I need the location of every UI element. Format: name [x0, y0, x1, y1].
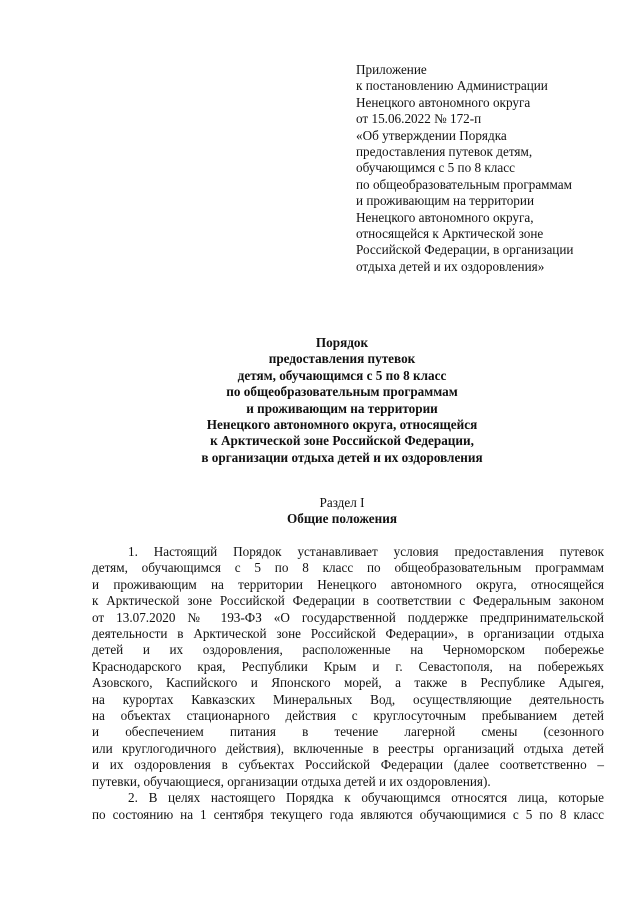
body-line: детям, обучающимся с 5 по 8 класс по общеобразовательным программам: [92, 560, 604, 576]
body-line: деятельности в Арктической зоне Российской Федерации», в организации отдыха: [92, 626, 604, 642]
section-number: Раздел I: [319, 495, 365, 510]
body-line: на объектах стационарного действия с круглосуточным пребыванием детей: [92, 708, 604, 724]
annex-line: Ненецкого автономного округа,: [356, 209, 534, 225]
annex-block: [356, 62, 606, 275]
body-line: детей и их оздоровления, расположенные на Черноморском побережье: [92, 642, 604, 658]
title-line: к Арктической зоне Российской Федерации,: [210, 433, 474, 449]
annex-line: относящейся к Арктической зоне: [356, 226, 544, 242]
body-text: [92, 544, 604, 823]
annex-line: Ненецкого автономного округа: [356, 94, 531, 110]
title-line: в организации отдыха детей и их оздоровления: [201, 449, 483, 465]
body-line: путевки, обучающиеся, организации отдыха детей и их оздоровления).: [92, 773, 491, 789]
annex-line: Приложение: [356, 62, 427, 77]
annex-line: Российской Федерации, в организации: [356, 242, 574, 258]
annex-line: к постановлению Администрации: [356, 78, 548, 94]
body-line: и их оздоровления в субъектах Российской Федерации (далее соответственно –: [92, 757, 604, 773]
section-heading: [80, 495, 604, 528]
body-line: Азовского, Каспийского и Японского морей, а также в Республике Адыгея,: [92, 675, 604, 691]
annex-line: от 15.06.2022 № 172-п: [356, 111, 482, 127]
body-line: 2. В целях настоящего Порядка к обучающимся относятся лица, которые: [128, 790, 604, 806]
title-line: по общеобразовательным программам: [226, 384, 458, 400]
annex-line: отдыха детей и их оздоровления»: [356, 258, 545, 274]
body-line: и проживающим на территории Ненецкого автономного округа, относящейся: [92, 576, 604, 592]
annex-line: обучающимся с 5 по 8 класс: [356, 160, 515, 176]
title-line: детям, обучающимся с 5 по 8 класс: [237, 367, 447, 383]
annex-line: «Об утверждении Порядка: [356, 127, 507, 143]
title-line: Порядок: [315, 335, 369, 350]
section-name: Общие положения: [287, 511, 397, 527]
body-line: и обеспечением питания в течение лагерной смены (сезонного: [92, 724, 604, 740]
body-line: Краснодарского края, Республики Крым и г. Севастополя, на побережьях: [92, 658, 604, 674]
annex-line: и проживающим на территории: [356, 193, 535, 209]
body-line: 1. Настоящий Порядок устанавливает условия предоставления путевок: [128, 544, 604, 559]
body-line: от 13.07.2020 № 193-ФЗ «О государственной поддержке предпринимательской: [92, 609, 604, 625]
body-line: или круглогодичного действия), включенные в реестры организаций отдыха детей: [92, 740, 604, 756]
title-line: предоставления путевок: [268, 351, 416, 367]
annex-line: предоставления путевок детям,: [356, 144, 533, 160]
title-line: Ненецкого автономного округа, относящейся: [206, 417, 478, 433]
title-line: и проживающим на территории: [246, 400, 438, 416]
body-line: по состоянию на 1 сентября текущего года являются обучающимися с 5 по 8 класс: [92, 806, 604, 822]
document-title: [80, 335, 604, 466]
annex-line: по общеобразовательным программам: [356, 176, 572, 192]
body-line: на курортах Кавказских Минеральных Вод, осуществляющие деятельность: [92, 691, 604, 707]
body-line: к Арктической зоне Российской Федерации в соответствии с Федеральным законом: [92, 593, 604, 609]
